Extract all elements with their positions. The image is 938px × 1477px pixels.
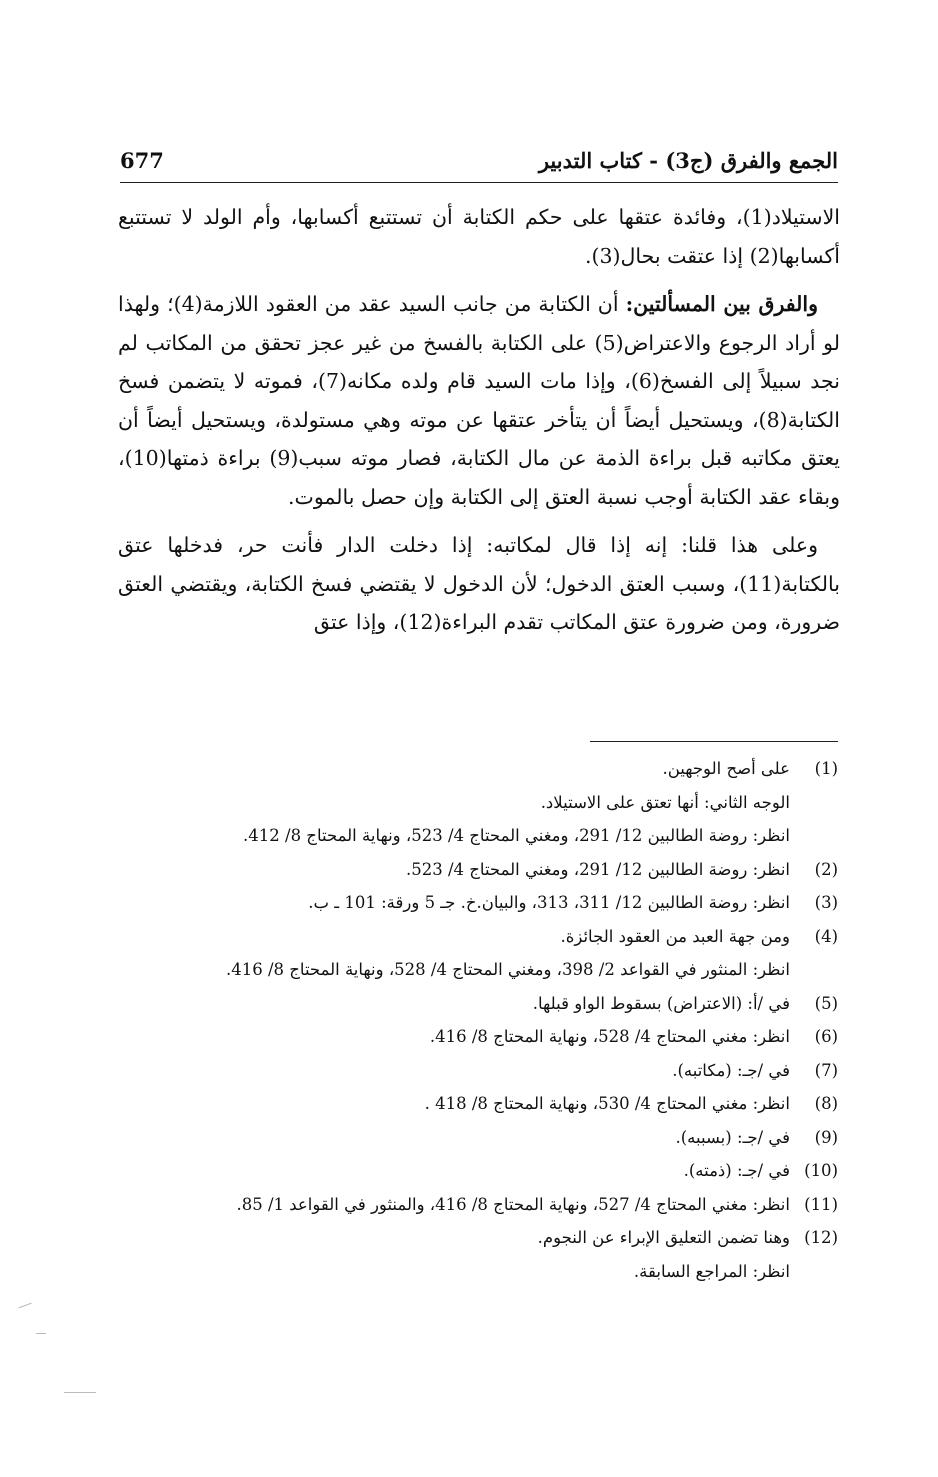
- footnote-number: (3): [814, 893, 838, 912]
- page-number: 677: [120, 148, 164, 173]
- footnote-line: انظر: المنثور في القواعد 2/ 398، ومغني المحتاج 4/ 528، ونهاية المحتاج 8/ 416.: [225, 960, 790, 979]
- main-text: [118, 198, 840, 652]
- footnote-number: (5): [814, 993, 838, 1013]
- scan-speck: [36, 1333, 46, 1334]
- footnote-line: الوجه الثاني: أنها تعتق على الاستيلاد.: [540, 792, 790, 812]
- footnote-8: [120, 1087, 838, 1121]
- footnote-number: (7): [814, 1060, 838, 1080]
- footnotes: [120, 752, 838, 1288]
- footnote-rule: [590, 741, 838, 742]
- scan-speck: [18, 1303, 31, 1309]
- footnote-9: [120, 1121, 838, 1155]
- paragraph-3: وعلى هذا قلنا: إنه إذا قال لمكاتبه: إذا دخلت الدار فأنت حر، فدخلها عتق بالكتابة(11)، وسبب العتق الدخول؛ لأن الدخول لا يقتضي فسخ الكتابة، ويقتضي العتق ضرورة، ومن ضرورة عتق المكاتب تقدم البراءة(12)، وإذا عتق: [118, 533, 840, 634]
- footnote-2: [120, 853, 838, 887]
- footnote-line: انظر: مغني المحتاج 4/ 530، ونهاية المحتاج 8/ 418 .: [424, 1094, 790, 1113]
- footnote-line: في /جـ: (مكاتبه).: [672, 1060, 790, 1080]
- running-title: الجمع والفرق (ج3) - كتاب التدبير: [538, 148, 838, 173]
- footnote-number: (2): [814, 859, 838, 879]
- footnote-4: [120, 920, 838, 987]
- footnote-number: (6): [814, 1027, 838, 1046]
- footnote-line: في /جـ: (ذمته).: [683, 1161, 790, 1180]
- footnote-5: [120, 987, 838, 1021]
- footnote-line: في /أ: (الاعتراض) بسقوط الواو قبلها.: [532, 993, 790, 1013]
- footnote-12: [120, 1221, 838, 1288]
- paragraph-1: الاستيلاد(1)، وفائدة عتقها على حكم الكتابة أن تستتبع أكسابها، وأم الولد لا تستتبع أكسابها(2) إذا عتقت بحال(3).: [118, 205, 840, 268]
- footnote-line: في /جـ: (بسببه).: [675, 1127, 790, 1147]
- footnote-line: انظر: روضة الطالبين 12/ 311، 313، والبيان.خ. جـ 5 ورقة: 101 ـ ب.: [308, 893, 790, 912]
- footnote-7: [120, 1054, 838, 1088]
- footnote-line: انظر: المراجع السابقة.: [633, 1261, 790, 1281]
- footnote-number: (10): [804, 1161, 838, 1180]
- footnote-3: [120, 886, 838, 920]
- footnote-number: (12): [804, 1228, 838, 1247]
- footnote-number: (1): [814, 759, 838, 778]
- footnote-6: [120, 1020, 838, 1054]
- header-rule: [120, 182, 838, 183]
- paragraph-2-lead: والفرق بين المسألتين:: [625, 292, 818, 316]
- footnote-number: (9): [814, 1127, 838, 1147]
- footnote-line: انظر: مغني المحتاج 4/ 527، ونهاية المحتاج 8/ 416، والمنثور في القواعد 1/ 85.: [236, 1194, 790, 1214]
- footnote-number: (11): [804, 1194, 838, 1214]
- footnote-number: (4): [814, 926, 838, 946]
- footnote-line: انظر: روضة الطالبين 12/ 291، ومغني المحتاج 4/ 523، ونهاية المحتاج 8/ 412.: [243, 826, 790, 845]
- footnote-line: انظر: روضة الطالبين 12/ 291، ومغني المحتاج 4/ 523.: [405, 859, 790, 879]
- footnote-1: [120, 752, 838, 853]
- footnote-number: (8): [814, 1094, 838, 1113]
- paragraph-2: [118, 285, 840, 516]
- footnote-line: ومن جهة العبد من العقود الجائزة.: [560, 926, 790, 946]
- scan-speck: [64, 1392, 96, 1393]
- footnote-line: انظر: مغني المحتاج 4/ 528، ونهاية المحتاج 8/ 416.: [429, 1027, 790, 1046]
- page-header: [120, 148, 838, 178]
- footnote-line: على أصح الوجهين.: [662, 759, 790, 778]
- paragraph-2-text: أن الكتابة من جانب السيد عقد من العقود اللازمة(4)؛ ولهذا لو أراد الرجوع والاعتراض(5) على الكتابة بالفسخ من غير عجز تحقق من المكاتب لم نجد سبيلاً إلى الفسخ(6)، وإذا مات السيد قام ولده مكانه(7)، فموته لا يتضمن فسخ الكتابة(8)، ويستحيل أيضاً أن يتأخر عتقها عن موته وهي مستولدة، ويستحيل أيضاً أن يعتق مكاتبه قبل براءة الذمة عن مال الكتابة، فصار موته سبب(9) براءة ذمتها(10)، وبقاء عقد الكتابة أوجب نسبة العتق إلى الكتابة وإن حصل بالموت.: [118, 292, 841, 509]
- footnote-11: [120, 1188, 838, 1222]
- footnote-10: [120, 1154, 838, 1188]
- footnote-line: وهنا تضمن التعليق الإبراء عن النجوم.: [537, 1228, 790, 1247]
